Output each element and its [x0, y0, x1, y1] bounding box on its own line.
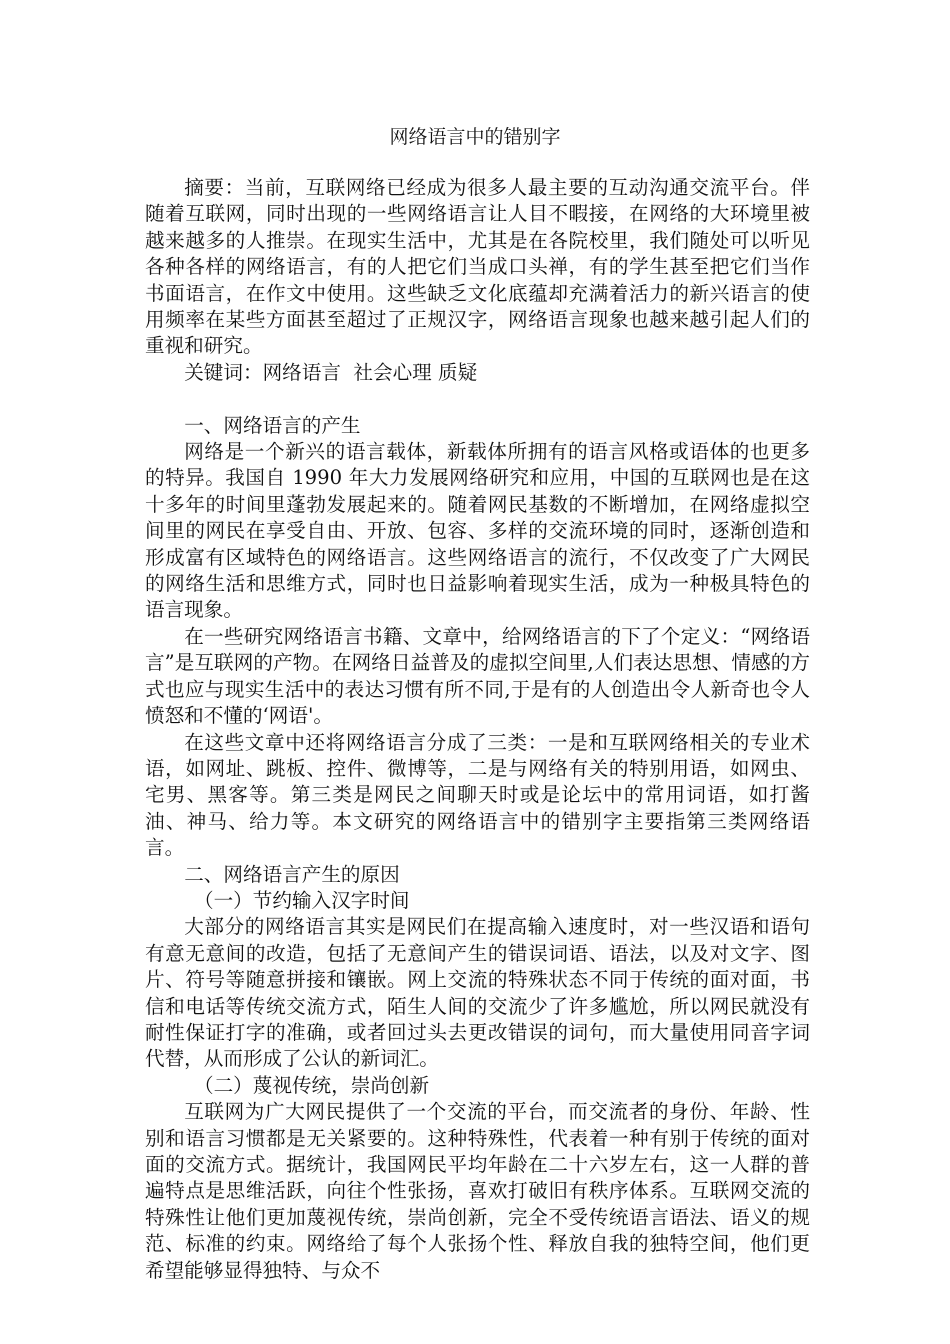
document-title: 网络语言中的错别字 — [389, 126, 561, 148]
subsection-heading-1: （一）节约输入汉字时间 — [194, 888, 410, 912]
keywords-label: 关键词： — [184, 360, 263, 384]
section2-paragraph-1: 大部分的网络语言其实是网民们在提高输入速度时，对一些汉语和语句有意无意间的改造，包括了无意间产生的错误词语、语法，以及对文字、图片、符号等随意拼接和镶嵌。网上交流的特殊状态不同于传统的面对面，书信和电话等传统交流方式，陌生人间的交流少了许多尴尬，所以网民就没有耐性保证打字的准确，或者回过头去更改错误的词句，而大量使用同音字词代替，从而形成了公认的新词汇。 — [145, 915, 810, 1071]
keywords-value: 网络语言 社会心理 质疑 — [262, 360, 478, 384]
section-heading-1: 一、网络语言的产生 — [184, 413, 361, 437]
section2-paragraph-2: 互联网为广大网民提供了一个交流的平台，而交流者的身份、年龄、性别和语言习惯都是无关紧要的。这种特殊性，代表着一种有别于传统的面对面的交流方式。据统计，我国网民平均年龄在二十六岁左右，这一人群的普遍特点是思维活跃，向往个性张扬，喜欢打破旧有秩序体系。互联网交流的特殊性让他们更加蔑视传统，崇尚创新，完全不受传统语言语法、语义的规范、标准的约束。网络给了每个人张扬个性、释放自我的独特空间，他们更希望能够显得独特、与众不 — [145, 1100, 810, 1282]
blank-line — [145, 386, 810, 412]
abstract-paragraph: 摘要：当前，互联网络已经成为很多人最主要的互动沟通交流平台。伴随着互联网，同时出现的一些网络语言让人目不暇接，在网络的大环境里被越来越多的人推崇。在现实生活中，尤其是在各院校里，我们随处可以听见各种各样的网络语言，有的人把它们当成口头禅，有的学生甚至把它们当作书面语言，在作文中使用。这些缺乏文化底蕴却充满着活力的新兴语言的使用频率在某些方面甚至超过了正规汉字，网络语言现象也越来越引起人们的重视和研究。 — [145, 176, 810, 358]
section1-paragraph-3: 在这些文章中还将网络语言分成了三类：一是和互联网络相关的专业术语，如网址、跳板、控件、微博等，二是与网络有关的特别用语，如网虫、宅男、黑客等。第三类是网民之间聊天时或是论坛中的常用词语，如打酱油、神马、给力等。本文研究的网络语言中的错别字主要指第三类网络语言。 — [145, 730, 810, 860]
section1-paragraph-2: 在一些研究网络语言书籍、文章中，给网络语言的下了个定义：“网络语言”是互联网的产物。在网络日益普及的虚拟空间里,人们表达思想、情感的方式也应与现实生活中的表达习惯有所不同,于是有的人创造出令人新奇也令人愤怒和不懂的‘网语'。 — [145, 624, 810, 728]
keywords-line — [145, 360, 810, 386]
section1-paragraph-1: 网络是一个新兴的语言载体，新载体所拥有的语言风格或语体的也更多的特异。我国自 1990 年大力发展网络研究和应用，中国的互联网也是在这十多年的时间里蓬勃发展起来的。随着网民基数的不断增加，在网络虚拟空间里的网民在享受自由、开放、包容、多样的交流环境的同时，逐渐创造和形成富有区域特色的网络语言。这些网络语言的流行，不仅改变了广大网民的网络生活和思维方式，同时也日益影响着现实生活，成为一种极具特色的语言现象。 — [145, 440, 810, 622]
document-body — [145, 175, 810, 1284]
section-heading-2: 二、网络语言产生的原因 — [184, 862, 400, 886]
subsection-heading-2: （二）蔑视传统，崇尚创新 — [194, 1073, 430, 1097]
